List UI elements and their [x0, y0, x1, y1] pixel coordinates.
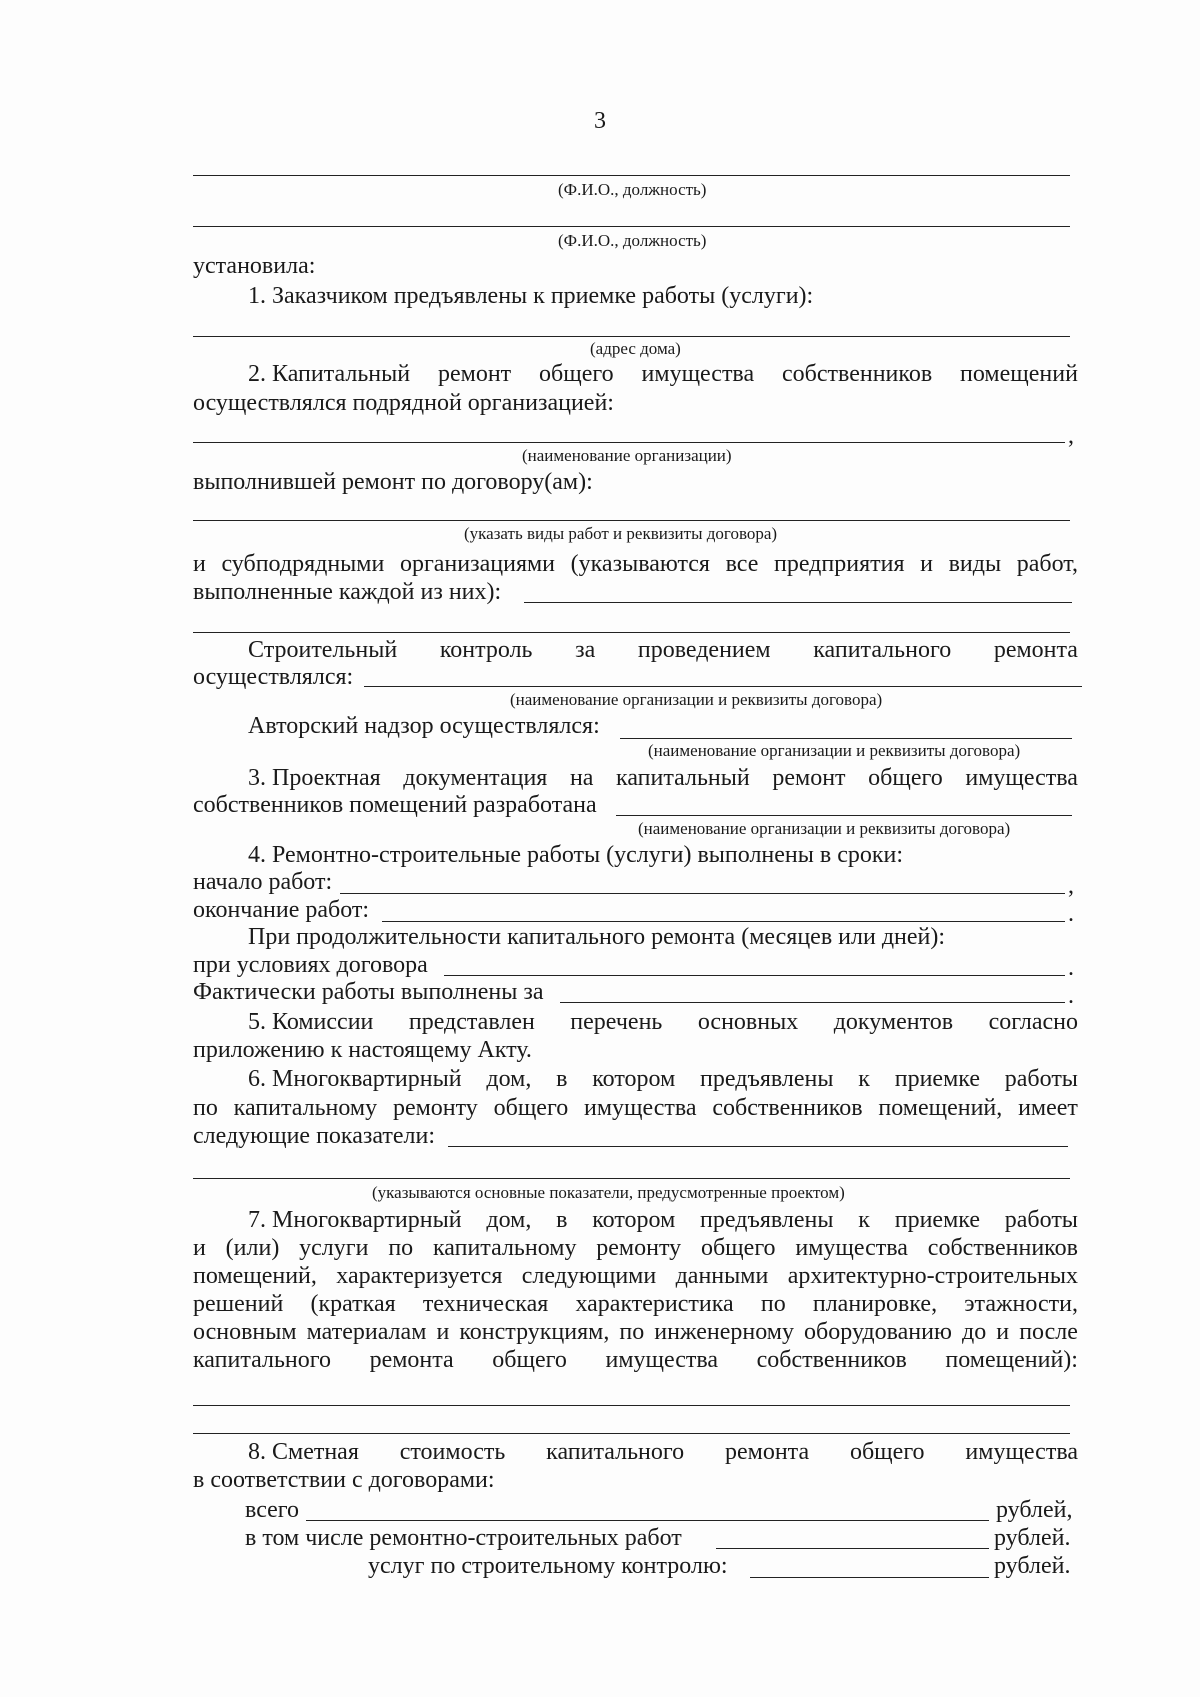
word: характеристика	[575, 1291, 734, 1317]
item-7-line-5	[193, 1318, 1078, 1346]
item-3-line-1	[248, 764, 1078, 792]
word: общего	[868, 765, 943, 791]
word: 6. Многоквартирный	[248, 1066, 462, 1092]
word: имущества	[965, 765, 1078, 791]
word: перечень	[570, 1009, 663, 1035]
word: данными	[675, 1263, 769, 1289]
word: ремонта	[993, 637, 1078, 663]
item-6-blank-2	[193, 1178, 1070, 1179]
word: решений	[193, 1291, 284, 1317]
word: ремонту	[392, 1095, 478, 1121]
item-8-line-1	[248, 1438, 1078, 1466]
word: документов	[833, 1009, 954, 1035]
word: техническая	[422, 1291, 549, 1317]
subcontractors-line-1	[193, 550, 1078, 578]
word: помещений	[960, 361, 1078, 387]
word: организациями	[399, 551, 556, 577]
word: оборудованию	[804, 1319, 952, 1345]
word: ремонта	[369, 1347, 454, 1373]
word: виды	[948, 551, 1002, 577]
word: общего	[700, 1235, 776, 1261]
word: капитальный	[616, 765, 750, 791]
author-supervision-blank	[620, 738, 1072, 739]
control-services-blank	[750, 1577, 989, 1578]
word: все	[725, 551, 759, 577]
work-start-blank	[340, 893, 1065, 894]
word: общего	[849, 1439, 925, 1465]
word: дом,	[486, 1207, 532, 1233]
fio-line-1	[193, 175, 1070, 176]
address-line	[193, 336, 1070, 337]
word: имущества	[965, 1439, 1078, 1465]
item-7-line-4	[193, 1290, 1078, 1318]
word: и	[193, 1235, 206, 1261]
actual-done-label: Фактически работы выполнены за	[193, 979, 544, 1005]
item-7-line-1	[248, 1206, 1078, 1234]
word: приемке	[894, 1066, 980, 1092]
word: архитектурно-строительных	[787, 1263, 1078, 1289]
word: имеет	[1018, 1095, 1078, 1121]
contract-terms-label: при условиях договора	[193, 952, 428, 978]
word: ремонт	[772, 765, 846, 791]
word: за	[575, 637, 596, 663]
total-blank	[306, 1520, 989, 1521]
subcontractors-blank-1	[524, 602, 1072, 603]
fio-caption-2: (Ф.И.О., должность)	[558, 231, 707, 250]
word: предъявлены	[700, 1207, 834, 1233]
word: основным	[193, 1319, 297, 1345]
word: ремонта	[724, 1439, 810, 1465]
word: общего	[539, 361, 614, 387]
item-7-line-6	[193, 1346, 1078, 1374]
item-5-line-1	[248, 1008, 1078, 1036]
word: капитальному	[432, 1235, 577, 1261]
word: в	[556, 1066, 568, 1092]
word: следующими	[521, 1263, 657, 1289]
comma: ,	[1068, 873, 1074, 899]
comma: ,	[1068, 423, 1074, 449]
work-start-label: начало работ:	[193, 869, 333, 895]
word: 7. Многоквартирный	[248, 1207, 462, 1233]
word: этажности,	[964, 1291, 1078, 1317]
item-5-line-2: приложению к настоящему Акту.	[193, 1037, 532, 1063]
fio-line-2	[193, 226, 1070, 227]
author-supervision-caption: (наименование организации и реквизиты договора)	[648, 741, 1021, 760]
item-6-line-2	[193, 1094, 1078, 1122]
word: 8. Сметная	[248, 1439, 359, 1465]
word: и	[436, 1319, 450, 1345]
total-label: всего	[245, 1497, 300, 1523]
fio-caption-1: (Ф.И.О., должность)	[558, 180, 707, 199]
word: материалам	[306, 1319, 427, 1345]
word: (или)	[225, 1235, 280, 1261]
word: общего	[492, 1347, 567, 1373]
item-6-line-3: следующие показатели:	[193, 1123, 436, 1149]
subcontractors-blank-2	[193, 632, 1070, 633]
word: имущества	[584, 1095, 697, 1121]
word: на	[569, 765, 594, 791]
word: 3. Проектная	[248, 765, 381, 791]
word: в	[556, 1207, 568, 1233]
word: капитального	[193, 1347, 331, 1373]
word: проведением	[637, 637, 771, 663]
word: и	[193, 551, 206, 577]
word: имущества	[795, 1235, 908, 1261]
word: и	[996, 1319, 1010, 1345]
repair-works-blank	[716, 1548, 989, 1549]
word: предприятия	[774, 551, 905, 577]
word: планировке,	[812, 1291, 938, 1317]
item-4-text: 4. Ремонтно-строительные работы (услуги) выполнены в сроки:	[248, 842, 904, 868]
word: после	[1019, 1319, 1078, 1345]
word: общего	[493, 1095, 569, 1121]
word: дом,	[486, 1066, 532, 1092]
word: помещений,	[193, 1263, 317, 1289]
contract-terms-blank	[444, 975, 1065, 976]
word: субподрядными	[221, 551, 385, 577]
work-types-caption: (указать виды работ и реквизиты договора)	[464, 524, 778, 543]
item-3-caption: (наименование организации и реквизиты договора)	[638, 819, 1011, 838]
item-7-blank-1	[193, 1405, 1070, 1406]
work-end-label: окончание работ:	[193, 897, 370, 923]
word: по	[760, 1291, 786, 1317]
dot: .	[1068, 983, 1074, 1009]
page-number: 3	[594, 108, 606, 134]
item-7-line-2	[193, 1234, 1078, 1262]
word: основных	[697, 1009, 799, 1035]
word: (указываются	[570, 551, 710, 577]
word: согласно	[988, 1009, 1078, 1035]
item-3-blank	[616, 815, 1072, 816]
word: 2. Капитальный	[248, 361, 411, 387]
dot: .	[1068, 955, 1074, 981]
word: до	[962, 1319, 987, 1345]
item-6-blank-1	[448, 1146, 1068, 1147]
word: (краткая	[310, 1291, 396, 1317]
word: работы	[1004, 1207, 1078, 1233]
item-7-blank-2	[193, 1433, 1070, 1434]
word: документация	[403, 765, 548, 791]
control-line-2: осуществлялся:	[193, 664, 354, 690]
word: ремонту	[596, 1235, 682, 1261]
word: 5. Комиссии	[248, 1009, 374, 1035]
word: капитального	[813, 637, 952, 663]
item-2-line-1	[248, 360, 1078, 388]
word: к	[858, 1207, 870, 1233]
control-caption: (наименование организации и реквизиты договора)	[510, 690, 883, 709]
word: помещений,	[878, 1095, 1003, 1121]
actual-done-blank	[560, 1002, 1065, 1003]
established-label: установила:	[193, 253, 316, 279]
item-6-line-1	[248, 1065, 1078, 1093]
word: капитальному	[233, 1095, 378, 1121]
rubles-label: рублей,	[996, 1497, 1073, 1523]
item-1-text: 1. Заказчиком предъявлены к приемке работы (услуги):	[248, 283, 814, 309]
word: собственников	[782, 361, 933, 387]
word: ремонт	[437, 361, 512, 387]
word: собственников	[927, 1235, 1078, 1261]
item-8-line-2: в соответствии с договорами:	[193, 1467, 495, 1493]
word: по	[619, 1319, 645, 1345]
contract-line	[193, 520, 1070, 521]
org-name-line	[193, 442, 1065, 443]
word: работ,	[1016, 551, 1078, 577]
duration-text: При продолжительности капитального ремонта (месяцев или дней):	[248, 924, 946, 950]
control-blank	[364, 686, 1082, 687]
word: котором	[592, 1066, 676, 1092]
word: конструкциям,	[459, 1319, 610, 1345]
word: работы	[1004, 1066, 1078, 1092]
repair-works-label: в том числе ремонтно-строительных работ	[245, 1525, 682, 1551]
author-supervision-text: Авторский надзор осуществлялся:	[248, 713, 600, 739]
dot: .	[1068, 901, 1074, 927]
word: контроль	[439, 637, 533, 663]
item-3-line-2: собственников помещений разработана	[193, 792, 597, 818]
rubles-label: рублей.	[994, 1553, 1071, 1579]
control-line-1	[248, 636, 1078, 664]
word: собственников	[756, 1347, 907, 1373]
word: к	[858, 1066, 870, 1092]
word: имущества	[605, 1347, 719, 1373]
address-caption: (адрес дома)	[590, 339, 681, 358]
org-name-caption: (наименование организации)	[522, 446, 732, 465]
word: стоимость	[399, 1439, 506, 1465]
item-2-line-2: осуществлялся подрядной организацией:	[193, 390, 614, 416]
word: предъявлены	[700, 1066, 834, 1092]
word: имущества	[641, 361, 755, 387]
word: Строительный	[248, 637, 398, 663]
item-7-line-3	[193, 1262, 1078, 1290]
work-end-blank	[382, 921, 1065, 922]
word: собственников	[712, 1095, 863, 1121]
word: по	[193, 1095, 218, 1121]
word: характеризуется	[336, 1263, 503, 1289]
word: капитального	[546, 1439, 685, 1465]
word: помещений):	[945, 1347, 1078, 1373]
contractor-line-text: выполнившей ремонт по договору(ам):	[193, 469, 593, 495]
word: услуги	[299, 1235, 369, 1261]
word: представлен	[408, 1009, 535, 1035]
control-services-label: услуг по строительному контролю:	[368, 1553, 728, 1579]
subcontractors-line-2: выполненные каждой из них):	[193, 579, 502, 605]
rubles-label: рублей.	[994, 1525, 1071, 1551]
word: инженерному	[654, 1319, 794, 1345]
word: приемке	[894, 1207, 980, 1233]
indicators-caption: (указываются основные показатели, предусмотренные проектом)	[372, 1183, 845, 1202]
word: котором	[592, 1207, 676, 1233]
word: и	[920, 551, 933, 577]
word: по	[388, 1235, 414, 1261]
